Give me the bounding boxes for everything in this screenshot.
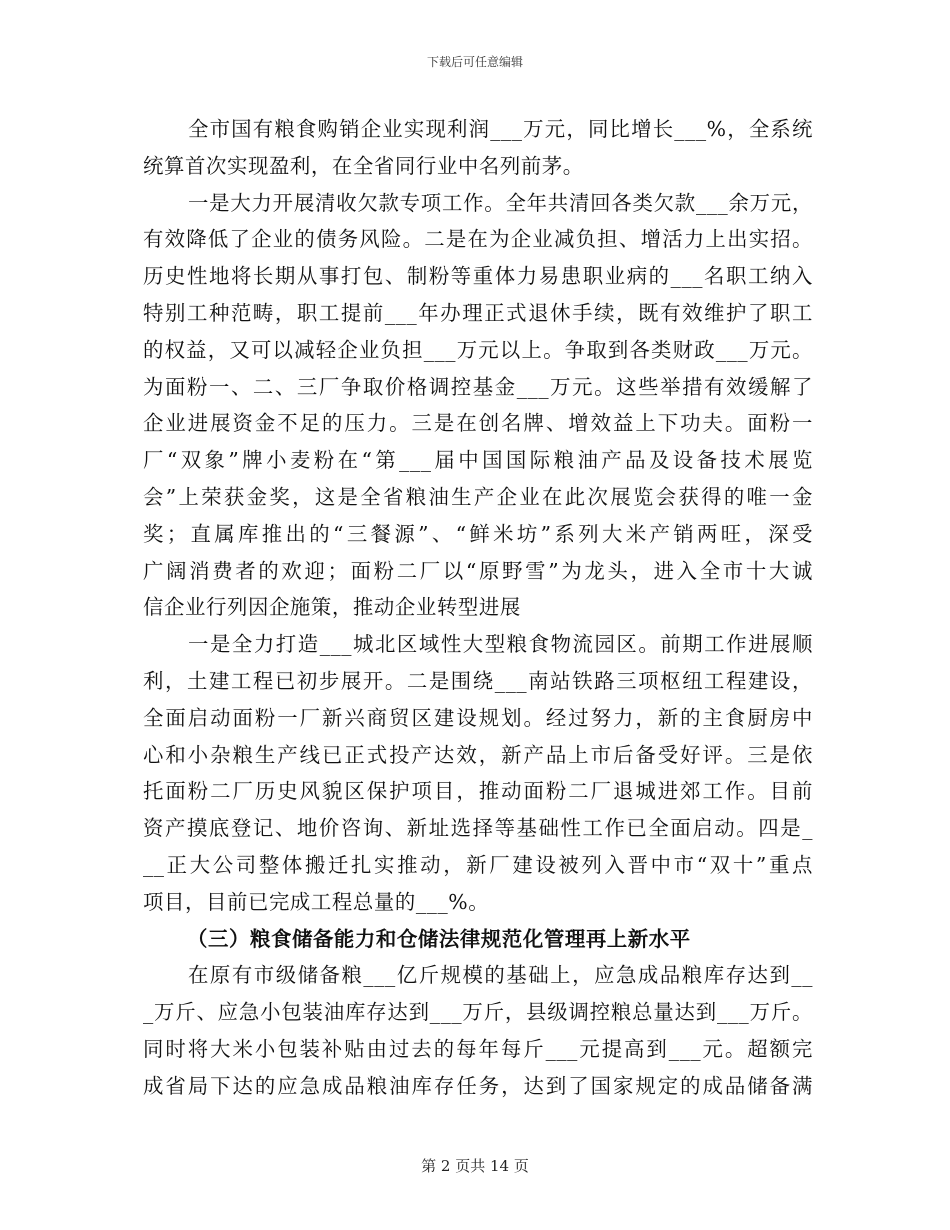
paragraph-line: 资产摸底登记、地价咨询、新址选择等基础性工作已全面启动。四是_ [143, 816, 813, 841]
section-heading: （三）粮食储备能力和仓储法律规范化管理再上新水平 [187, 926, 691, 951]
paragraph-line: 托面粉二厂历史风貌区保护项目，推动面粉二厂退城进郊工作。目前 [143, 779, 813, 804]
paragraph-line: 一是大力开展清收欠款专项工作。全年共清回各类欠款___余万元， [188, 190, 813, 215]
paragraph-line: 一是全力打造___城北区域性大型粮食物流园区。前期工作进展顺 [188, 632, 813, 657]
paragraph-line: 在原有市级储备粮___亿斤规模的基础上，应急成品粮库存达到__ [188, 963, 813, 988]
paragraph-line: 成省局下达的应急成品粮油库存任务，达到了国家规定的成品储备满 [143, 1073, 813, 1098]
paragraph-line: 项目，目前已完成工程总量的___%。 [143, 889, 490, 914]
paragraph-line: _万斤、应急小包装油库存达到___万斤，县级调控粮总量达到___万斤。 [143, 1000, 813, 1025]
paragraph-line: 信企业行列因企施策，推动企业转型进展 [143, 595, 521, 620]
paragraph-line: 的权益，又可以减轻企业负担___万元以上。争取到各类财政___万元。 [143, 337, 813, 362]
paragraph-line: 会”上荣获金奖，这是全省粮油生产企业在此次展览会获得的唯一金 [143, 484, 813, 509]
paragraph-line: 有效降低了企业的债务风险。二是在为企业减负担、增活力上出实招。 [143, 227, 813, 252]
page-number-footer: 第 2 页共 14 页 [421, 1157, 529, 1175]
paragraph-line: 企业进展资金不足的压力。三是在创名牌、增效益上下功夫。面粉一 [143, 411, 813, 436]
paragraph-line: 全市国有粮食购销企业实现利润___万元，同比增长___%，全系统 [188, 117, 813, 141]
paragraph-line: 为面粉一、二、三厂争取价格调控基金___万元。这些举措有效缓解了 [143, 374, 813, 399]
paragraph-line: 统算首次实现盈利，在全省同行业中名列前茅。 [143, 153, 584, 178]
document-body [143, 111, 813, 1105]
paragraph-line: 全面启动面粉一厂新兴商贸区建设规划。经过努力，新的主食厨房中 [143, 705, 813, 730]
paragraph-line: 特别工种范畴，职工提前___年办理正式退休手续，既有效维护了职工 [143, 300, 813, 325]
paragraph-line: 广阔消费者的欢迎；面粉二厂以“原野雪”为龙头，进入全市十大诚 [143, 558, 813, 583]
paragraph-line: __正大公司整体搬迁扎实推动，新厂建设被列入晋中市“双十”重点 [143, 852, 813, 877]
page-header: 下载后可任意编辑 [426, 55, 523, 69]
paragraph-line: 心和小杂粮生产线已正式投产达效，新产品上市后备受好评。三是依 [143, 742, 813, 767]
paragraph-line: 历史性地将长期从事打包、制粉等重体力易患职业病的___名职工纳入 [143, 264, 813, 289]
paragraph-line: 奖；直属库推出的“三餐源”、“鲜米坊”系列大米产销两旺，深受 [143, 521, 813, 546]
paragraph-line: 利，土建工程已初步展开。二是围绕___南站铁路三项枢纽工程建设， [143, 668, 813, 693]
paragraph-line: 厂“双象”牌小麦粉在“第___届中国国际粮油产品及设备技术展览 [143, 448, 813, 473]
paragraph-line: 同时将大米小包装补贴由过去的每年每斤___元提高到___元。超额完 [143, 1036, 813, 1061]
